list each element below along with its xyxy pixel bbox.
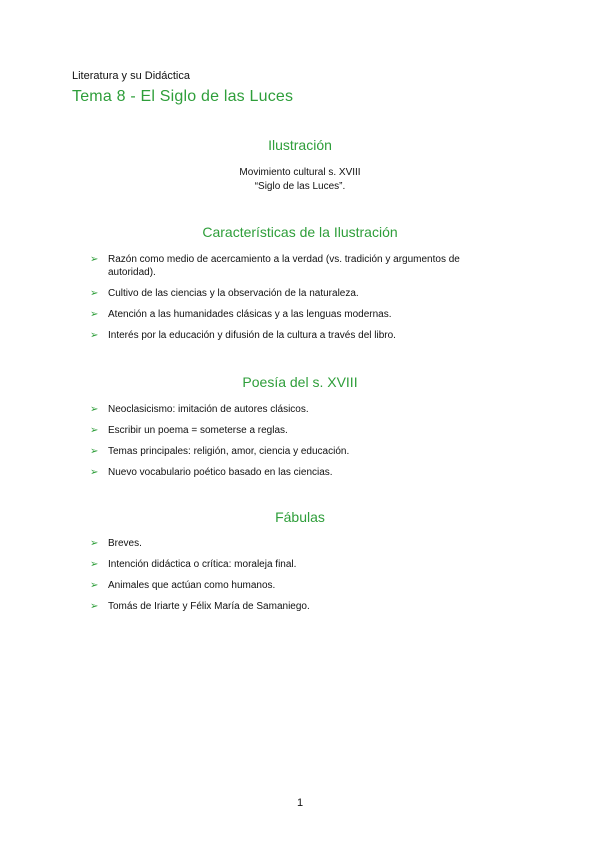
list-item-text: Escribir un poema = someterse a reglas. bbox=[108, 425, 288, 436]
list-item-text: Neoclasicismo: imitación de autores clásicos. bbox=[108, 404, 309, 415]
ilustracion-line-2: “Siglo de las Luces”. bbox=[254, 181, 346, 192]
arrowhead-bullet-icon: ➢ bbox=[90, 288, 99, 299]
section-heading-ilustracion: Ilustración bbox=[268, 137, 332, 153]
fabulas-list bbox=[90, 537, 510, 621]
section-heading-poesia: Poesía del s. XVIII bbox=[242, 374, 358, 390]
arrowhead-bullet-icon: ➢ bbox=[90, 467, 99, 478]
course-name: Literatura y su Didáctica bbox=[72, 70, 190, 82]
arrowhead-bullet-icon: ➢ bbox=[90, 559, 99, 570]
section-heading-caracteristicas: Características de la Ilustración bbox=[202, 224, 398, 240]
document-title: Tema 8 - El Siglo de las Luces bbox=[72, 88, 294, 105]
arrowhead-bullet-icon: ➢ bbox=[90, 538, 99, 549]
arrowhead-bullet-icon: ➢ bbox=[90, 404, 99, 415]
list-item bbox=[90, 579, 510, 592]
list-item-text: Temas principales: religión, amor, ciencia y educación. bbox=[108, 446, 350, 457]
list-item-text: Animales que actúan como humanos. bbox=[108, 580, 276, 591]
arrowhead-bullet-icon: ➢ bbox=[90, 309, 99, 320]
list-item bbox=[90, 445, 510, 458]
list-item-text: Atención a las humanidades clásicas y a las lenguas modernas. bbox=[108, 309, 392, 320]
list-item-text: Breves. bbox=[108, 538, 142, 549]
list-item bbox=[90, 424, 510, 437]
list-item-text: Intención didáctica o crítica: moraleja final. bbox=[108, 559, 297, 570]
list-item-text: Tomás de Iriarte y Félix María de Samaniego. bbox=[108, 601, 310, 612]
arrowhead-bullet-icon: ➢ bbox=[90, 601, 99, 612]
arrowhead-bullet-icon: ➢ bbox=[90, 580, 99, 591]
list-item bbox=[90, 253, 510, 279]
list-item bbox=[90, 466, 510, 479]
list-item bbox=[90, 308, 510, 321]
arrowhead-bullet-icon: ➢ bbox=[90, 425, 99, 436]
list-item bbox=[90, 537, 510, 550]
list-item bbox=[90, 558, 510, 571]
list-item-text: Razón como medio de acercamiento a la verdad (vs. tradición y argumentos de autoridad). bbox=[108, 254, 460, 278]
list-item-text: Interés por la educación y difusión de la cultura a través del libro. bbox=[108, 330, 396, 341]
list-item bbox=[90, 600, 510, 613]
section-heading-fabulas: Fábulas bbox=[275, 509, 325, 525]
arrowhead-bullet-icon: ➢ bbox=[90, 254, 99, 265]
list-item bbox=[90, 403, 510, 416]
list-item bbox=[90, 329, 510, 342]
ilustracion-line-1: Movimiento cultural s. XVIII bbox=[239, 167, 361, 178]
list-item-text: Cultivo de las ciencias y la observación de la naturaleza. bbox=[108, 288, 359, 299]
page-number: 1 bbox=[296, 797, 304, 809]
caracteristicas-list bbox=[90, 253, 510, 350]
arrowhead-bullet-icon: ➢ bbox=[90, 330, 99, 341]
poesia-list bbox=[90, 403, 510, 487]
arrowhead-bullet-icon: ➢ bbox=[90, 446, 99, 457]
list-item bbox=[90, 287, 510, 300]
list-item-text: Nuevo vocabulario poético basado en las ciencias. bbox=[108, 467, 333, 478]
